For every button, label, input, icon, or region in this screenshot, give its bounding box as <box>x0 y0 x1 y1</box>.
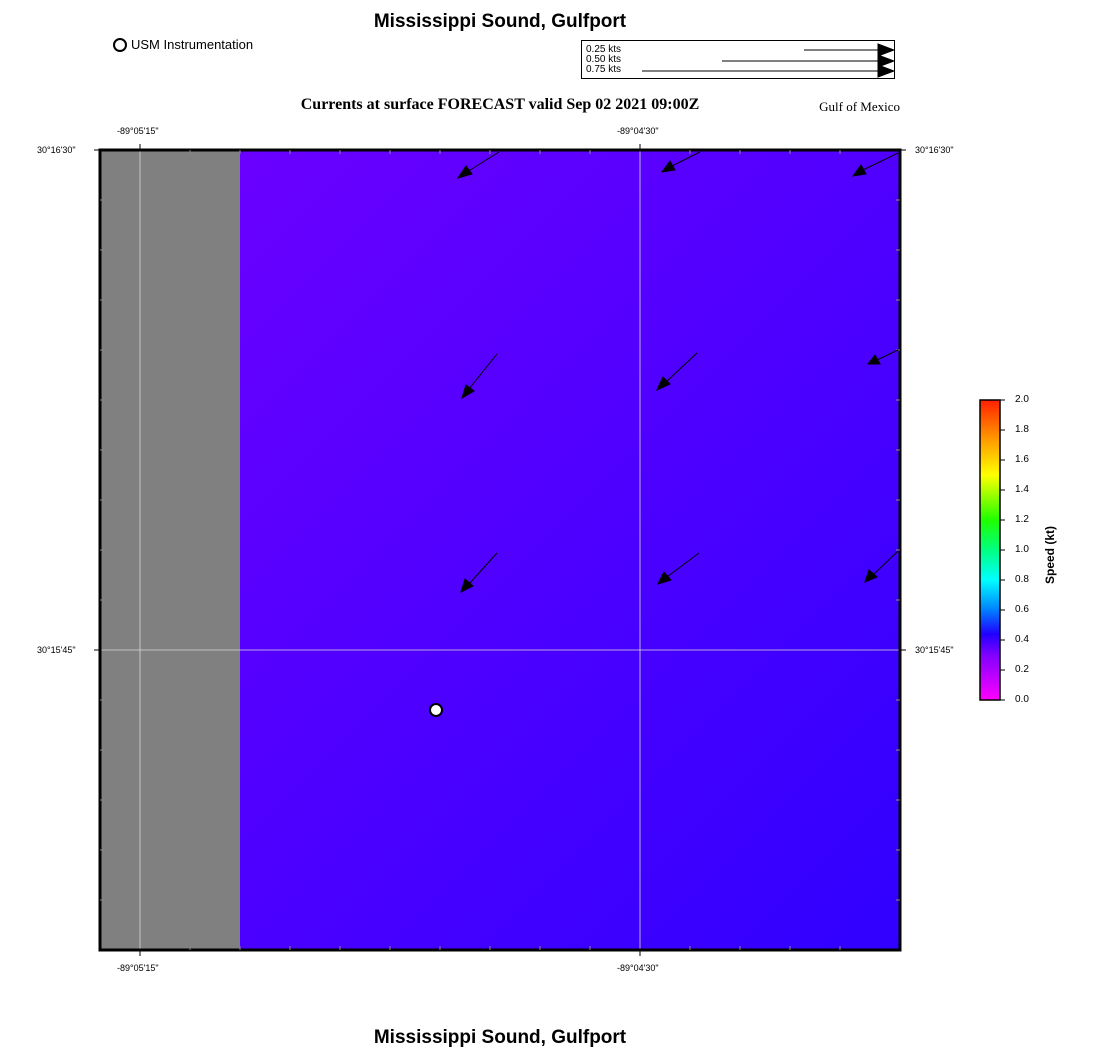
colorbar-tick-label: 0.4 <box>1015 634 1029 645</box>
colorbar-tick-label: 1.2 <box>1015 514 1029 525</box>
ref-vector-label: 0.75 kts <box>586 64 622 75</box>
lat-tick-label-left: 30°16'30" <box>37 145 76 155</box>
colorbar-tick-label: 0.0 <box>1015 694 1029 705</box>
colorbar-tick-label: 1.6 <box>1015 454 1029 465</box>
colorbar-tick-label: 1.8 <box>1015 424 1029 435</box>
colorbar-gradient <box>980 400 1000 700</box>
lon-tick-label-bottom: -89°05'15" <box>117 963 159 973</box>
colorbar-tick-label: 0.2 <box>1015 664 1029 675</box>
region-label: Gulf of Mexico <box>819 99 900 114</box>
lon-tick-label-top: -89°05'15" <box>117 126 159 136</box>
ref-vector-label: 0.50 kts <box>586 54 622 65</box>
usm-station-marker <box>430 704 442 716</box>
lat-tick-label-left: 30°15'45" <box>37 645 76 655</box>
map-bottom-title: Mississippi Sound, Gulfport <box>373 1027 627 1048</box>
colorbar-tick-label: 0.8 <box>1015 574 1029 585</box>
lon-tick-label-bottom: -89°04'30" <box>617 963 659 973</box>
lat-tick-label-right: 30°16'30" <box>915 145 954 155</box>
map-top-title: Mississippi Sound, Gulfport <box>373 11 627 32</box>
lat-tick-label-right: 30°15'45" <box>915 645 954 655</box>
colorbar-tick-label: 1.0 <box>1015 544 1029 555</box>
lon-tick-label-top: -89°04'30" <box>617 126 659 136</box>
colorbar-tick-label: 1.4 <box>1015 484 1029 495</box>
map-main-title: Currents at surface FORECAST valid Sep 02 2021 09:00Z <box>300 96 700 113</box>
ref-vector-label: 0.25 kts <box>586 44 622 55</box>
station-legend-label: USM Instrumentation <box>131 37 254 52</box>
land-area <box>100 150 240 950</box>
colorbar-tick-label: 2.0 <box>1015 394 1029 405</box>
colorbar-tick-label: 0.6 <box>1015 604 1029 615</box>
colorbar-title: Speed (kt) <box>1043 525 1057 584</box>
